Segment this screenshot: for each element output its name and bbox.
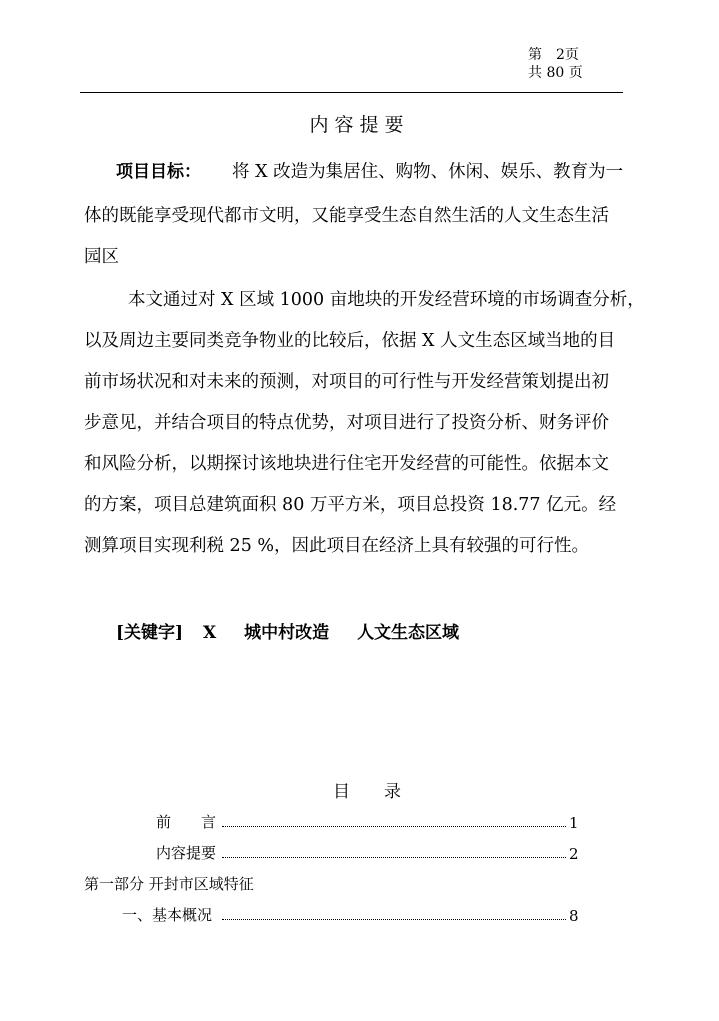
page-number: 第 2页 <box>528 47 579 63</box>
toc-entry-label: 一、基本概况 <box>122 906 213 924</box>
toc-entry-page: 1 <box>569 814 579 832</box>
toc-leader <box>222 826 566 827</box>
toc-entry-label: 内容提要 <box>156 844 217 862</box>
keywords <box>116 618 459 643</box>
body-line-4: 步意见，并结合项目的特点优势，对项目进行了投资分析、财务评价 <box>84 413 609 433</box>
goal-text-line-3: 园区 <box>84 247 119 267</box>
body-line-6: 的方案，项目总建筑面积 80 万平方米，项目总投资 18.77 亿元。经 <box>84 495 617 515</box>
goal-text-line-2: 体的既能享受现代都市文明，又能享受生态自然生活的人文生态生活 <box>84 206 609 226</box>
body-line-2: 以及周边主要同类竞争物业的比较后，依据 X 人文生态区域当地的目 <box>84 331 616 351</box>
keywords-label: [关键字] <box>116 623 184 643</box>
toc-entry-page: 2 <box>569 845 579 863</box>
toc-entry-page: 8 <box>569 907 579 925</box>
body-line-1: 本文通过对 X 区域 1000 亩地块的开发经营环境的市场调查分析， <box>128 290 645 310</box>
body-line-5: 和风险分析，以期探讨该地块进行住宅开发经营的可能性。依据本文 <box>84 454 609 474</box>
keyword-item: 人文生态区域 <box>357 623 460 643</box>
keyword-item: 城中村改造 <box>244 623 330 643</box>
toc-leader <box>222 857 566 858</box>
goal-text-line-1: 将 X 改造为集居住、购物、休闲、娱乐、教育为一 <box>232 162 624 182</box>
toc-leader <box>222 919 566 920</box>
toc-entry-label: 第一部分 开封市区域特征 <box>84 875 254 893</box>
header-divider <box>80 92 623 93</box>
body-line-7: 测算项目实现利税 25 %，因此项目在经济上具有较强的可行性。 <box>84 536 590 556</box>
keyword-item: X <box>203 623 217 643</box>
body-line-3: 前市场状况和对未来的预测，对项目的可行性与开发经营策划提出初 <box>84 372 609 392</box>
summary-title: 内容提要 <box>309 114 410 136</box>
total-pages: 共 80 页 <box>528 65 583 81</box>
goal-label: 项目目标： <box>116 162 201 182</box>
toc-entry-label: 前 言 <box>156 813 217 831</box>
toc-title: 目 录 <box>333 782 401 802</box>
